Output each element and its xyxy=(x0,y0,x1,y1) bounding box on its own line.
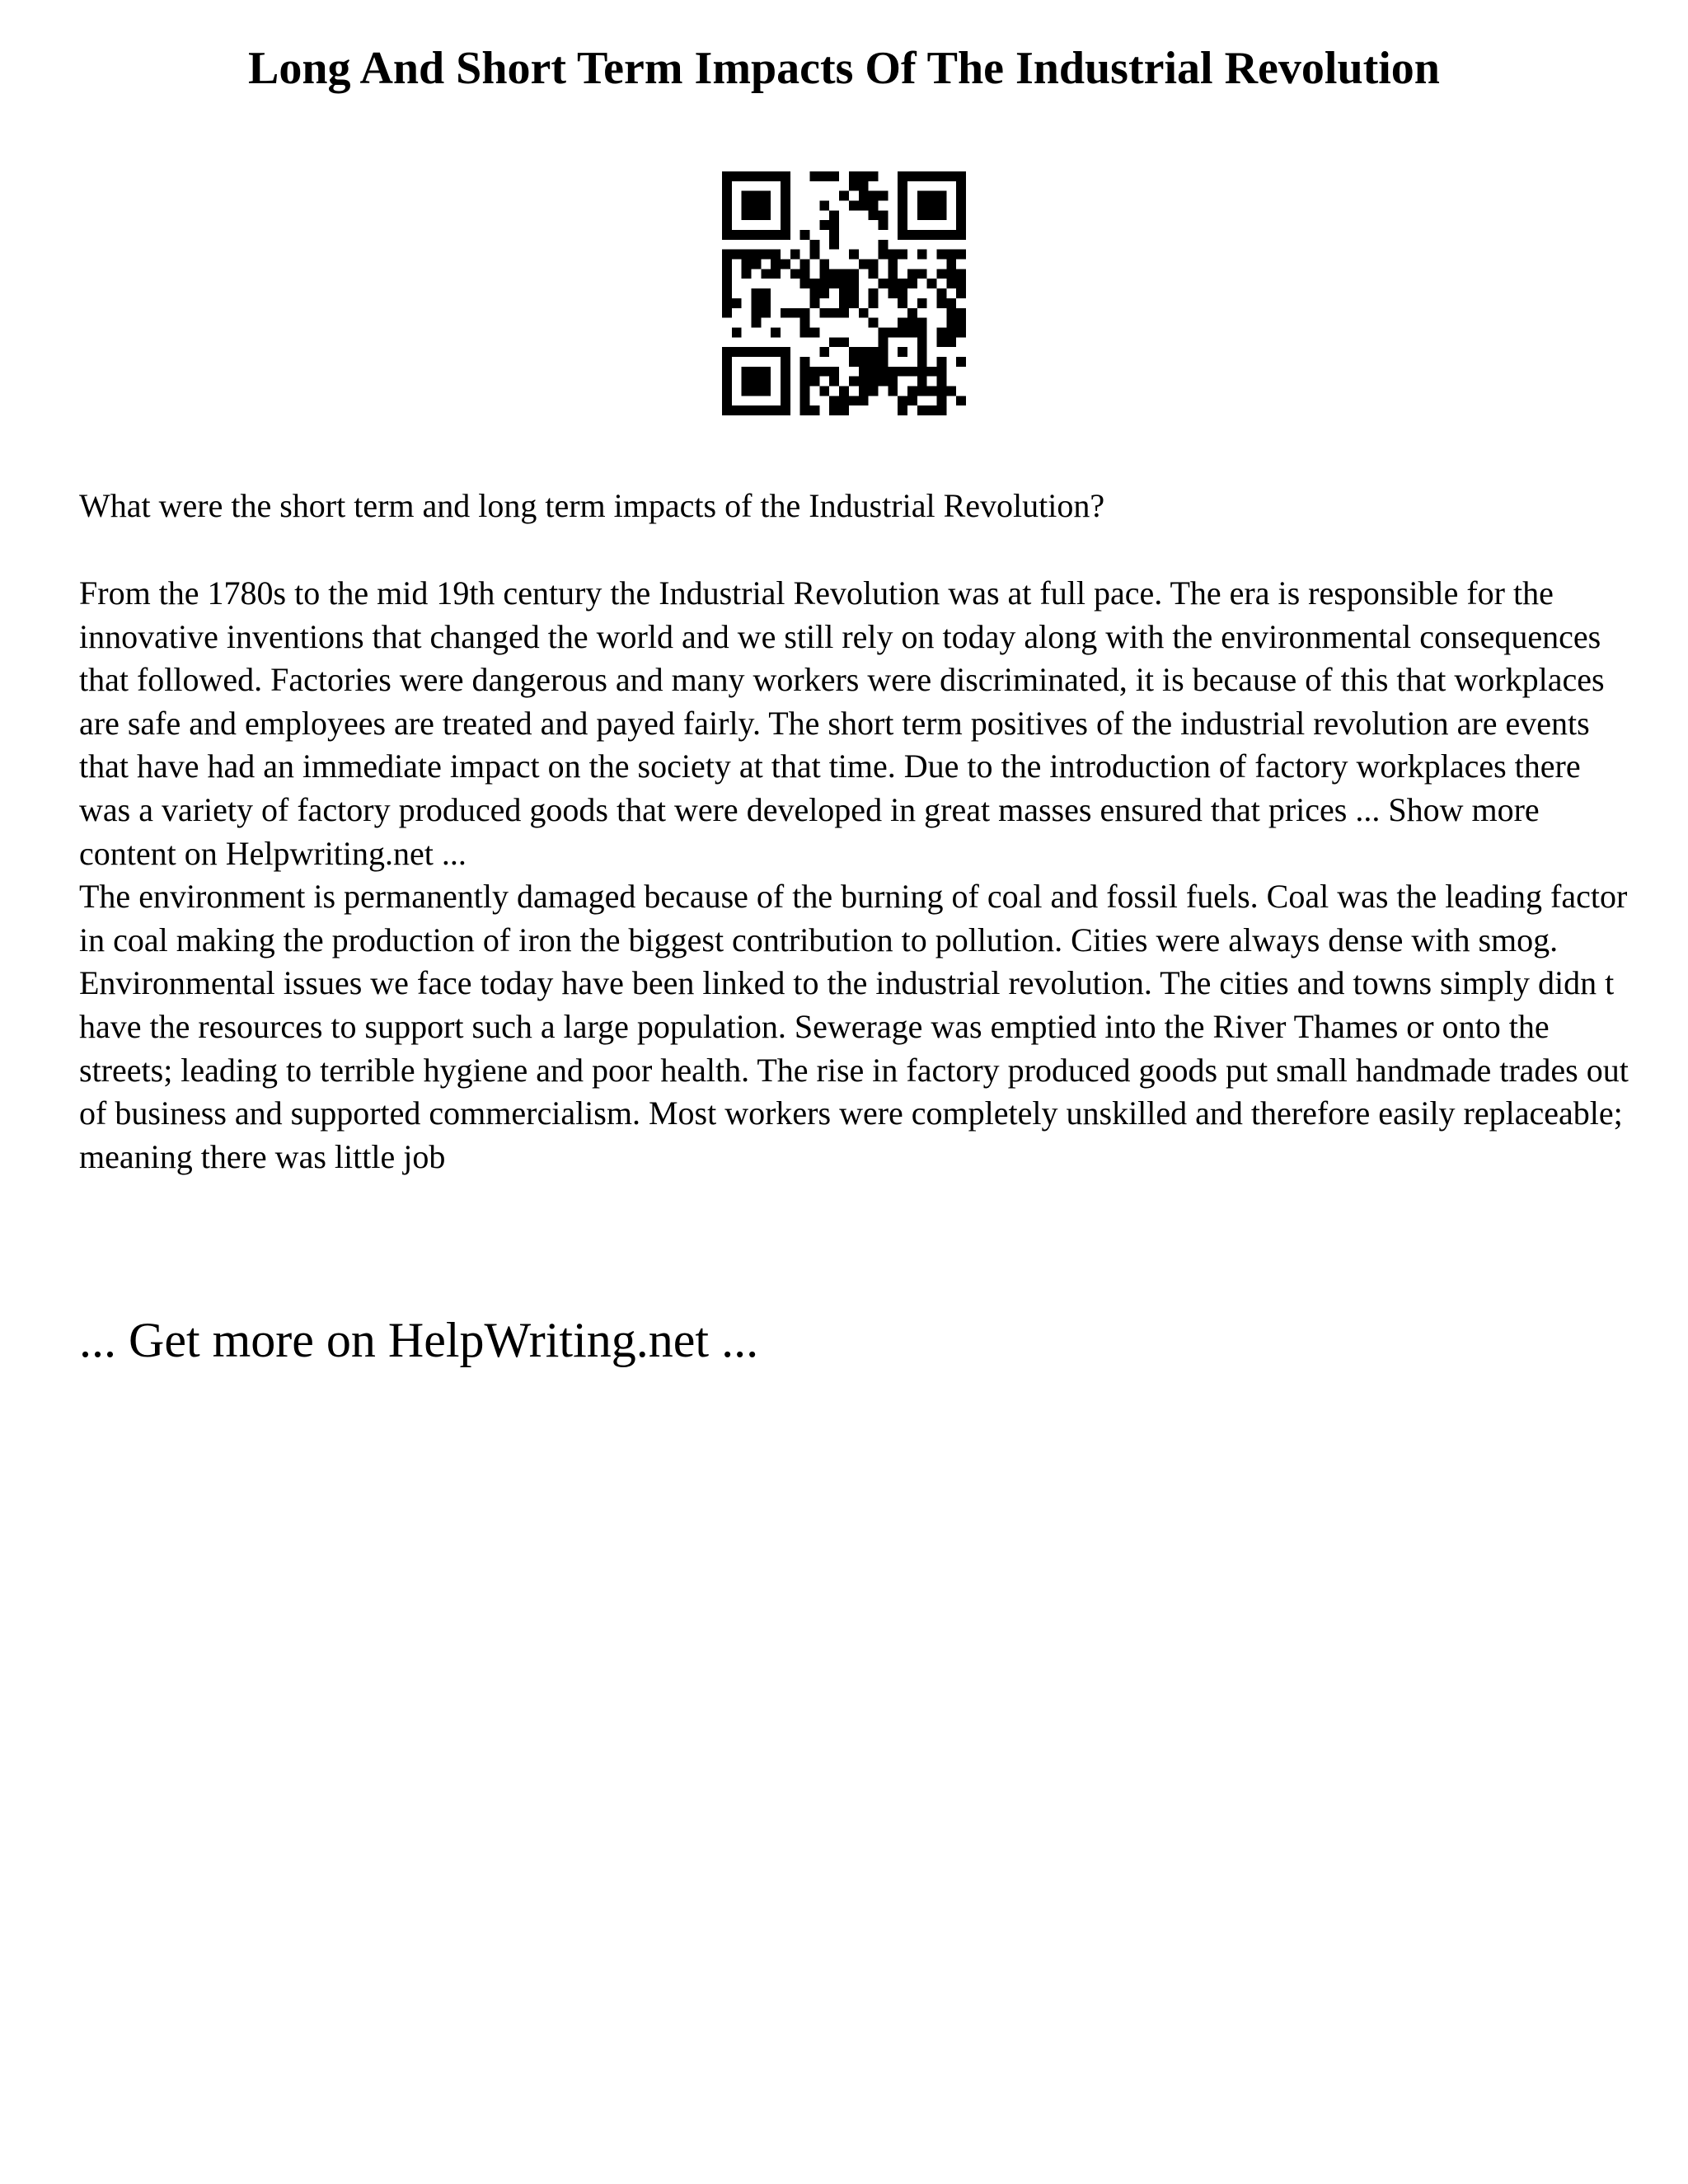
article-body xyxy=(79,572,1629,1179)
qr-code-graphic xyxy=(722,171,966,415)
question-text: What were the short term and long term impacts of the Industrial Revolution? xyxy=(79,487,1105,524)
paragraph-intro: From the 1780s to the mid 19th century the Industrial Revolution was at full pace. The era is responsible for the innovative inventions that changed the world and we still rely on today along with the environmental consequences that followed. Factories were dangerous and many workers were discriminated, it is because of this that workplaces are safe and employees are treated and payed fairly. The short term positives of the industrial revolution are events that have had an immediate impact on the society at that time. Due to the introduction of factory workplaces there was a variety of factory produced goods that were developed in great masses ensured that prices ... Show more content on Helpwriting.net ... xyxy=(79,574,1605,872)
page-title: Long And Short Term Impacts Of The Industrial Revolution xyxy=(248,43,1440,94)
qr-code-icon[interactable] xyxy=(722,171,966,415)
paragraph-environment: The environment is permanently damaged because of the burning of coal and fossil fuels. Coal was the leading factor in coal making the production of iron the biggest contribution to pollution. Cities were always dense with smog. Environmental issues we face today have been linked to the industrial revolution. The cities and towns simply didn t have the resources to support such a large population. Sewerage was emptied into the River Thames or onto the streets; leading to terrible hygiene and poor health. The rise in factory produced goods put small handmade trades out of business and supported commercialism. Most workers were completely unskilled and therefore easily replaceable; meaning there was little job xyxy=(79,878,1629,1175)
get-more-link[interactable]: ... Get more on HelpWriting.net ... xyxy=(79,1313,759,1367)
